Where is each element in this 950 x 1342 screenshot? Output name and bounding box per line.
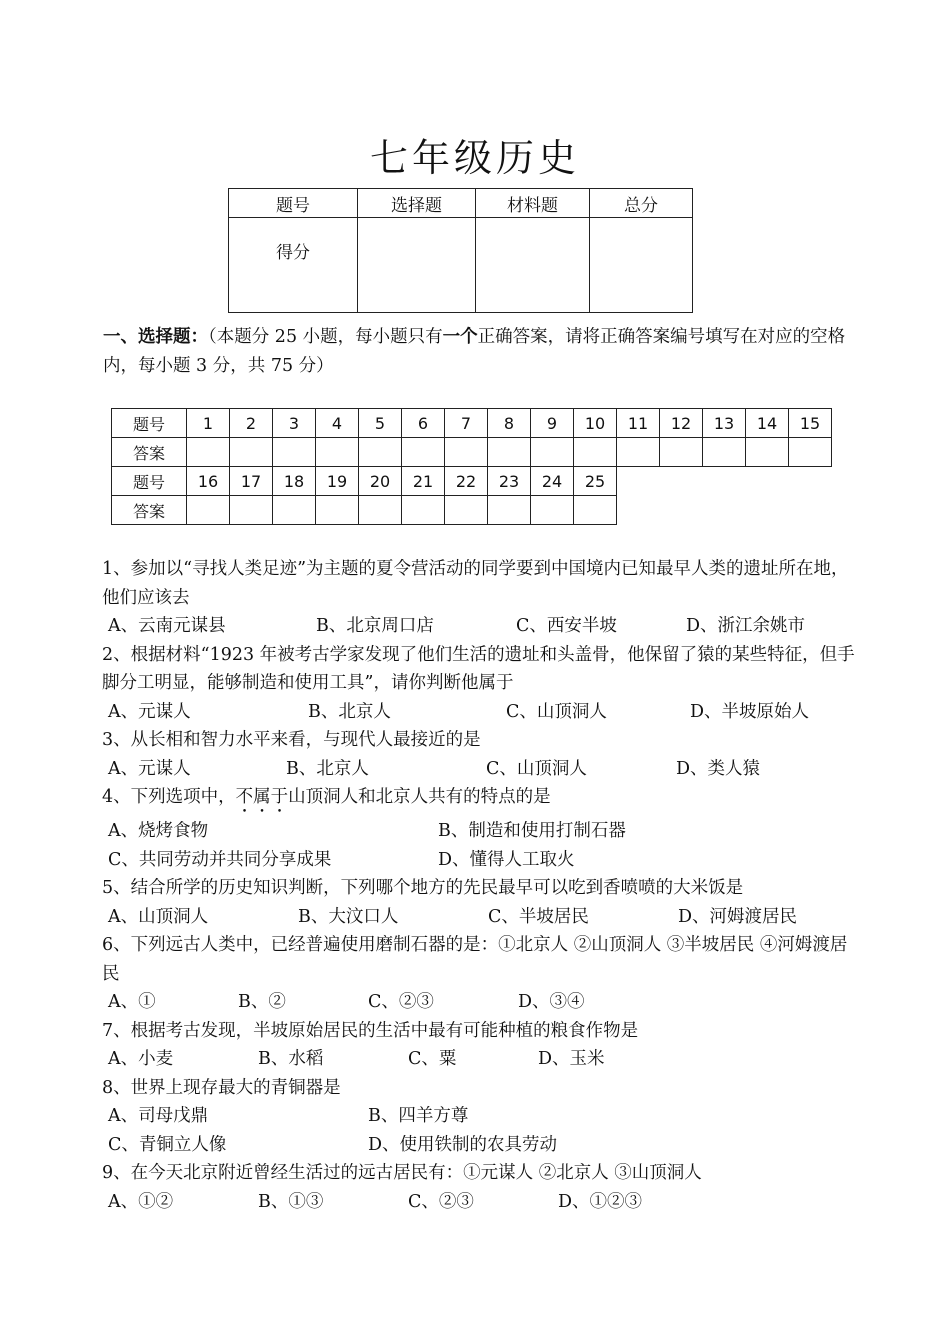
question-block xyxy=(102,1159,862,1216)
answer-cell[interactable] xyxy=(789,438,832,467)
answer-option: C、共同劳动并共同分享成果 xyxy=(108,849,332,870)
score-cell-choice[interactable] xyxy=(358,218,476,313)
question-number-cell: 17 xyxy=(230,467,273,496)
question-stem: 8、世界上现存最大的青铜器是 xyxy=(102,1077,341,1098)
answer-option: A、元谋人 xyxy=(108,758,191,779)
answer-option: B、② xyxy=(238,992,286,1012)
answer-option: A、元谋人 xyxy=(108,701,191,722)
option-row xyxy=(102,1188,862,1217)
answer-table-number-row-1 xyxy=(112,409,832,438)
header-cell-total: 总分 xyxy=(590,189,693,218)
question-number-cell: 14 xyxy=(746,409,789,438)
row-label-answer: 答案 xyxy=(112,438,187,467)
option-row xyxy=(102,817,862,846)
answer-cell[interactable] xyxy=(359,496,402,525)
question-stem xyxy=(102,783,862,817)
emphasized-text: 不属于 xyxy=(235,787,289,807)
question-number-cell: 25 xyxy=(574,467,617,496)
question-block xyxy=(102,1074,862,1160)
answer-option: D、玉米 xyxy=(538,1049,605,1069)
option-row xyxy=(102,988,862,1017)
question-number-cell: 24 xyxy=(531,467,574,496)
page-title: 七年级历史 xyxy=(369,136,580,180)
empty-cell xyxy=(703,467,746,496)
empty-cell xyxy=(660,496,703,525)
score-table-header-row xyxy=(229,189,693,218)
answer-option: C、半坡居民 xyxy=(488,906,589,927)
answer-table-answer-row-2 xyxy=(112,496,832,525)
answer-option: C、粟 xyxy=(408,1049,457,1069)
answer-option: D、懂得人工取火 xyxy=(438,849,575,870)
header-cell-number: 题号 xyxy=(229,189,358,218)
empty-cell xyxy=(703,496,746,525)
question-block xyxy=(102,555,862,641)
answer-table-answer-row-1 xyxy=(112,438,832,467)
answer-cell[interactable] xyxy=(488,496,531,525)
option-row xyxy=(102,755,862,784)
header-cell-material: 材料题 xyxy=(476,189,590,218)
question-number-cell: 18 xyxy=(273,467,316,496)
answer-option: C、西安半坡 xyxy=(516,616,617,636)
empty-cell xyxy=(746,467,789,496)
answer-cell[interactable] xyxy=(230,438,273,467)
question-number-cell: 6 xyxy=(402,409,445,438)
answer-option: A、小麦 xyxy=(108,1049,174,1069)
question-stem: 5、结合所学的历史知识判断，下列哪个地方的先民最早可以吃到香喷喷的大米饭是 xyxy=(102,878,744,898)
answer-option: D、①②③ xyxy=(558,1191,643,1212)
score-table-score-row xyxy=(229,218,693,313)
question-number-cell: 22 xyxy=(445,467,488,496)
question-number-cell: 5 xyxy=(359,409,402,438)
answer-cell[interactable] xyxy=(187,438,230,467)
question-stem: 1、参加以“寻找人类足迹”为主题的夏令营活动的同学要到中国境内已知最早人类的遗址所在地，他们应该去 xyxy=(102,559,849,608)
empty-cell xyxy=(660,467,703,496)
option-row xyxy=(102,612,862,641)
question-number-cell: 12 xyxy=(660,409,703,438)
question-block xyxy=(102,874,862,931)
answer-cell[interactable] xyxy=(574,496,617,525)
score-cell-material[interactable] xyxy=(476,218,590,313)
answer-cell[interactable] xyxy=(402,496,445,525)
question-block xyxy=(102,1017,862,1074)
empty-cell xyxy=(746,496,789,525)
question-number-cell: 15 xyxy=(789,409,832,438)
answer-option: B、四羊方尊 xyxy=(368,1106,469,1126)
section-heading-text-1: （本题分 25 小题，每小题只有 xyxy=(208,327,443,347)
answer-table xyxy=(111,408,832,525)
answer-cell[interactable] xyxy=(660,438,703,467)
row-label-answer: 答案 xyxy=(112,496,187,525)
question-block xyxy=(102,931,862,1017)
answer-cell[interactable] xyxy=(316,438,359,467)
option-row xyxy=(102,1102,862,1131)
question-stem-text: 4、下列选项中， xyxy=(102,787,236,807)
score-cell-total[interactable] xyxy=(590,218,693,313)
empty-cell xyxy=(789,467,832,496)
answer-option: D、半坡原始人 xyxy=(690,701,810,722)
answer-cell[interactable] xyxy=(273,496,316,525)
question-number-cell: 8 xyxy=(488,409,531,438)
answer-option: A、烧烤食物 xyxy=(108,821,209,841)
option-row xyxy=(102,1131,862,1160)
option-row xyxy=(102,1045,862,1074)
answer-cell[interactable] xyxy=(359,438,402,467)
answer-option: C、山顶洞人 xyxy=(506,701,607,722)
question-stem: 2、根据材料“1923 年被考古学家发现了他们生活的遗址和头盖骨，他保留了猿的某些特征，但手脚分工明显，能够制造和使用工具”，请你判断他属于 xyxy=(102,644,855,693)
answer-option: D、河姆渡居民 xyxy=(678,906,798,927)
question-list xyxy=(102,555,862,1216)
question-stem: 9、在今天北京附近曾经生活过的远古居民有：①元谋人 ②北京人 ③山顶洞人 xyxy=(102,1163,702,1183)
answer-cell[interactable] xyxy=(316,496,359,525)
answer-option: C、山顶洞人 xyxy=(486,758,587,779)
question-stem-text: 山顶洞人和北京人共有的特点的是 xyxy=(288,787,551,807)
empty-cell xyxy=(789,496,832,525)
answer-option: B、水稻 xyxy=(258,1049,324,1069)
question-number-cell: 4 xyxy=(316,409,359,438)
answer-cell[interactable] xyxy=(531,438,574,467)
answer-option: B、北京人 xyxy=(308,701,391,722)
question-block xyxy=(102,726,862,783)
answer-cell[interactable] xyxy=(531,496,574,525)
option-row xyxy=(102,846,862,875)
question-block xyxy=(102,641,862,727)
section-heading-label: 一、选择题： xyxy=(103,327,208,347)
answer-option: B、大汶口人 xyxy=(298,906,399,927)
question-number-cell: 3 xyxy=(273,409,316,438)
answer-cell[interactable] xyxy=(230,496,273,525)
answer-cell[interactable] xyxy=(445,438,488,467)
answer-cell[interactable] xyxy=(703,438,746,467)
answer-option: A、① xyxy=(108,992,156,1012)
empty-cell xyxy=(617,467,660,496)
answer-option: A、①② xyxy=(108,1191,174,1212)
question-stem: 7、根据考古发现，半坡原始居民的生活中最有可能种植的粮食作物是 xyxy=(102,1020,639,1041)
answer-cell[interactable] xyxy=(445,496,488,525)
score-label-cell: 得分 xyxy=(229,218,358,313)
answer-option: D、③④ xyxy=(518,992,585,1012)
question-number-cell: 2 xyxy=(230,409,273,438)
empty-cell xyxy=(617,496,660,525)
score-table xyxy=(228,188,693,313)
answer-option: B、制造和使用打制石器 xyxy=(438,821,626,841)
question-number-cell: 7 xyxy=(445,409,488,438)
answer-cell[interactable] xyxy=(273,438,316,467)
answer-option: D、浙江余姚市 xyxy=(686,616,806,636)
question-number-cell: 1 xyxy=(187,409,230,438)
section-heading-text-2: 正确答案，请将正确答案编号填写在对应的空格内，每小题 3 分，共 75 分） xyxy=(103,327,846,376)
question-number-cell: 16 xyxy=(187,467,230,496)
answer-cell[interactable] xyxy=(617,438,660,467)
answer-option: B、北京人 xyxy=(286,758,369,779)
answer-cell[interactable] xyxy=(402,438,445,467)
option-row xyxy=(102,903,862,932)
header-cell-choice: 选择题 xyxy=(358,189,476,218)
section-heading-emphasis: 一个 xyxy=(442,327,478,347)
answer-option: C、②③ xyxy=(408,1191,474,1212)
section-heading xyxy=(103,323,863,381)
question-number-cell: 13 xyxy=(703,409,746,438)
answer-option: D、类人猿 xyxy=(676,758,761,779)
answer-cell[interactable] xyxy=(187,496,230,525)
answer-option: C、青铜立人像 xyxy=(108,1134,227,1155)
answer-option: D、使用铁制的农具劳动 xyxy=(368,1134,558,1155)
question-number-cell: 11 xyxy=(617,409,660,438)
row-label-number: 题号 xyxy=(112,409,187,438)
question-number-cell: 20 xyxy=(359,467,402,496)
answer-option: C、②③ xyxy=(368,992,434,1012)
question-number-cell: 21 xyxy=(402,467,445,496)
question-stem: 3、从长相和智力水平来看，与现代人最接近的是 xyxy=(102,730,481,750)
answer-option: B、①③ xyxy=(258,1191,324,1212)
question-number-cell: 10 xyxy=(574,409,617,438)
question-number-cell: 19 xyxy=(316,467,359,496)
answer-option: A、云南元谋县 xyxy=(108,616,226,636)
option-row xyxy=(102,698,862,727)
question-block xyxy=(102,783,862,874)
answer-table-number-row-2 xyxy=(112,467,832,496)
answer-cell[interactable] xyxy=(574,438,617,467)
answer-cell[interactable] xyxy=(746,438,789,467)
question-number-cell: 23 xyxy=(488,467,531,496)
answer-option: A、司母戊鼎 xyxy=(108,1106,209,1126)
answer-cell[interactable] xyxy=(488,438,531,467)
answer-option: A、山顶洞人 xyxy=(108,906,209,927)
answer-option: B、北京周口店 xyxy=(316,616,434,636)
row-label-number: 题号 xyxy=(112,467,187,496)
question-stem: 6、下列远古人类中，已经普遍使用磨制石器的是：①北京人 ②山顶洞人 ③半坡居民 ④河姆渡居民 xyxy=(102,935,848,984)
question-number-cell: 9 xyxy=(531,409,574,438)
